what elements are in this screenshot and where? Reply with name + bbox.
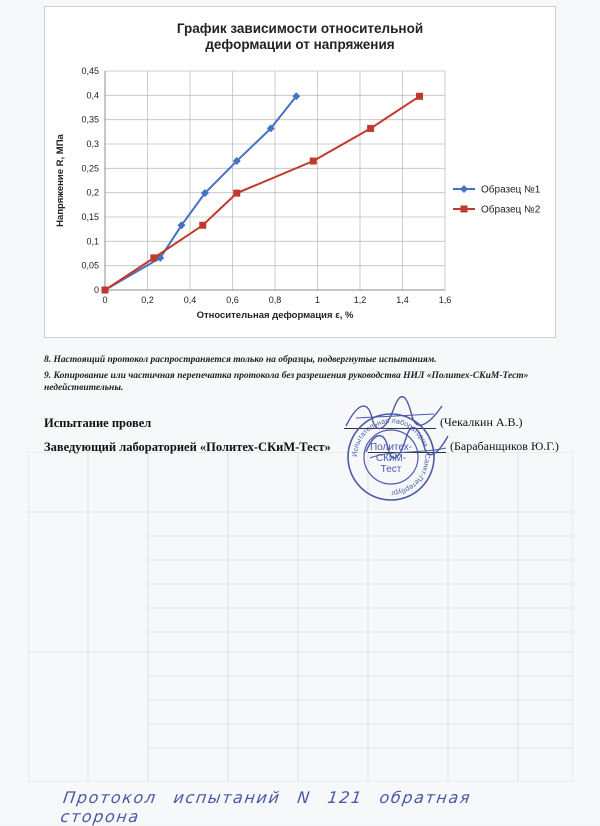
chart-title-line-2: деформации от напряжения bbox=[205, 37, 395, 52]
series-2-point bbox=[102, 287, 109, 294]
handwritten-footer: Протокол испытаний N 121 обратная сторона bbox=[59, 788, 473, 826]
x-tick-label: 1 bbox=[314, 295, 321, 305]
y-tick-label: 0,3 bbox=[86, 139, 99, 149]
x-tick-label: 0,8 bbox=[268, 295, 282, 305]
series-2-point bbox=[233, 190, 240, 197]
note-8: 8. Настоящий протокол распространяется только на образцы, подвергнутые испытаниям. bbox=[44, 355, 437, 365]
stamp-text-line-1: Политех- bbox=[369, 442, 413, 453]
y-tick-label: 0,15 bbox=[81, 212, 99, 222]
series-2-point bbox=[150, 254, 157, 261]
y-tick-label: 0,1 bbox=[86, 236, 99, 247]
tested-by-name: (Чекалкин А.В.) bbox=[440, 415, 523, 429]
laboratory-stamp bbox=[346, 412, 436, 502]
y-tick-label: 0,2 bbox=[86, 187, 99, 198]
legend-marker-series-2 bbox=[461, 206, 468, 213]
x-axis-label: Относительная деформация ε, % bbox=[196, 310, 354, 321]
stamp-text-line-3: Тест bbox=[380, 464, 402, 475]
stamp-text-line-2: СКиМ- bbox=[375, 453, 407, 464]
series-1-line bbox=[105, 96, 296, 290]
series-2-point bbox=[199, 222, 206, 229]
tested-by-label: Испытание провел bbox=[44, 416, 152, 430]
x-tick-label: 0,4 bbox=[183, 295, 197, 305]
y-tick-label: 0,35 bbox=[81, 114, 99, 125]
bleed-through-table bbox=[28, 452, 573, 782]
x-tick-label: 0,6 bbox=[226, 295, 239, 305]
series-2-point bbox=[416, 93, 423, 100]
x-tick-label: 1,2 bbox=[353, 295, 367, 305]
x-tick-label: 1,6 bbox=[438, 295, 452, 305]
note-9: 9. Копирование или частичная перепечатка протокола без разрешения руководства НИЛ «Политех-СКиМ-Тест» недействительны. bbox=[44, 371, 529, 393]
x-tick-label: 0 bbox=[102, 295, 108, 305]
series-2-point bbox=[310, 158, 317, 165]
series-2-point bbox=[367, 125, 374, 132]
x-tick-label: 0,2 bbox=[141, 295, 154, 305]
legend-marker-series-1 bbox=[460, 185, 468, 193]
x-tick-label: 1,4 bbox=[396, 295, 409, 305]
y-tick-label: 0,05 bbox=[81, 260, 99, 271]
lab-head-label: Заведующий лабораторией «Политех-СКиМ-Тест» bbox=[44, 440, 331, 454]
y-axis-label: Напряжение R, МПа bbox=[55, 134, 66, 227]
chart-title-line-1: График зависимости относительной bbox=[176, 21, 424, 36]
y-tick-label: 0,4 bbox=[86, 90, 99, 101]
y-tick-label: 0 bbox=[93, 285, 99, 295]
chart-container bbox=[44, 6, 556, 338]
legend-label-series-2: Образец №2 bbox=[481, 204, 541, 216]
stamp-ring-text: Испытательная лаборатория · Санкт-Петербург bbox=[349, 415, 433, 499]
legend-label-series-1: Образец №1 bbox=[481, 184, 541, 196]
stress-strain-chart bbox=[45, 7, 555, 337]
lab-head-name: (Барабанщиков Ю.Г.) bbox=[450, 439, 559, 453]
y-tick-label: 0,25 bbox=[81, 163, 99, 174]
y-tick-label: 0,45 bbox=[81, 66, 99, 76]
